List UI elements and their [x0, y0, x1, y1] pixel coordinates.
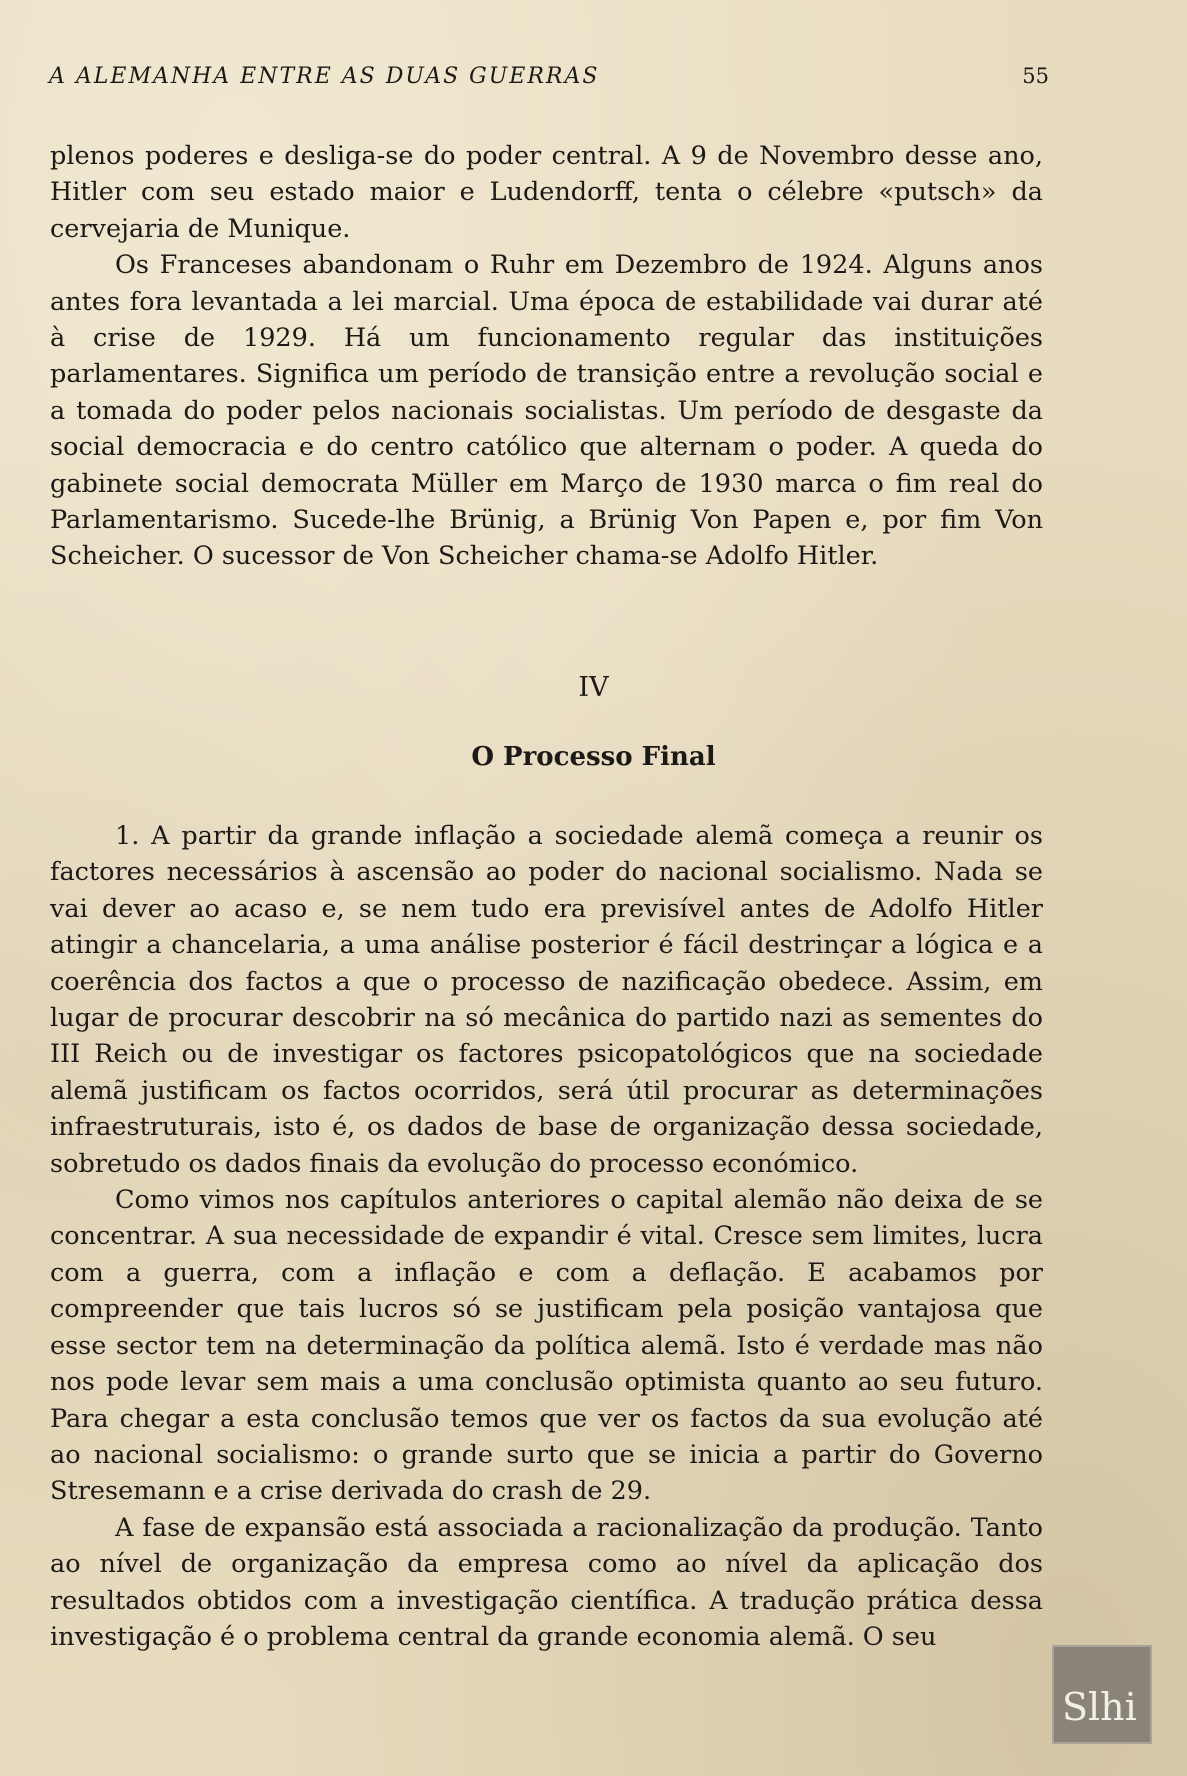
- paragraph: Como vimos nos capítulos anteriores o capital alemão não deixa de se concentrar. A sua necessidade de expandir é vital. Cresce sem limites, lucra com a guerra, com a inflação e com a deflação. E acabamos por compreender que tais lucros só se justificam pela posição vantajosa que esse sector tem na determinação da política alemã. Isto é verdade mas não nos pode levar sem mais a uma conclusão optimista quanto ao seu futuro. Para chegar a esta conclusão temos que ver os factos da sua evolução até ao nacional socialismo: o grande surto que se inicia a partir do Governo Stresemann e a crise derivada do crash de 29.: [50, 1185, 1043, 1507]
- page-number: 55: [1022, 64, 1049, 88]
- chapter-number: IV: [578, 672, 609, 703]
- text-block-top: [50, 138, 1043, 575]
- paragraph: A fase de expansão está associada a racionalização da produção. Tanto ao nível de organização da empresa como ao nível da aplicação dos resultados obtidos com a investigação científica. A tradução prática dessa investigação é o problema central da grande economia alemã. O seu: [50, 1512, 1043, 1652]
- library-stamp-text: Slhi: [1062, 1685, 1137, 1729]
- paragraph: 1. A partir da grande inflação a sociedade alemã começa a reunir os factores necessários à ascensão ao poder do nacional socialismo. Nada se vai dever ao acaso e, se nem tudo era previsível antes de Adolfo Hitler atingir a chancelaria, a uma análise posterior é fácil destrinçar a lógica e a coerência dos factos a que o processo de nazificação obedece. Assim, em lugar de procurar descobrir na só mecânica do partido nazi as sementes do III Reich ou de investigar os factores psicopatológicos que na sociedade alemã justificam os factos ocorridos, será útil procurar as determinações infraestruturais, isto é, os dados de base de organização dessa sociedade, sobretudo os dados finais da evolução do processo económico.: [50, 821, 1043, 1179]
- running-header: [49, 64, 1049, 100]
- running-header-title: A ALEMANHA ENTRE AS DUAS GUERRAS: [49, 64, 600, 89]
- paragraph: plenos poderes e desliga-se do poder central. A 9 de Novembro desse ano, Hitler com seu estado maior e Ludendorff, tenta o célebre «putsch» da cervejaria de Munique.: [50, 141, 1043, 244]
- paragraph: Os Franceses abandonam o Ruhr em Dezembro de 1924. Alguns anos antes fora levantada a lei marcial. Uma época de estabilidade vai durar até à crise de 1929. Há um funcionamento regular das instituições parlamentares. Significa um período de transição entre a revolução social e a tomada do poder pelos nacionais socialistas. Um período de desgaste da social democracia e do centro católico que alternam o poder. A queda do gabinete social democrata Müller em Março de 1930 marca o fim real do Parlamentarismo. Sucede-lhe Brünig, a Brünig Von Papen e, por fim Von Scheicher. O sucessor de Von Scheicher chama-se Adolfo Hitler.: [50, 250, 1043, 572]
- chapter-title: O Processo Final: [471, 742, 716, 772]
- library-stamp-logo: [1052, 1645, 1152, 1744]
- text-block-bottom: [50, 818, 1043, 1655]
